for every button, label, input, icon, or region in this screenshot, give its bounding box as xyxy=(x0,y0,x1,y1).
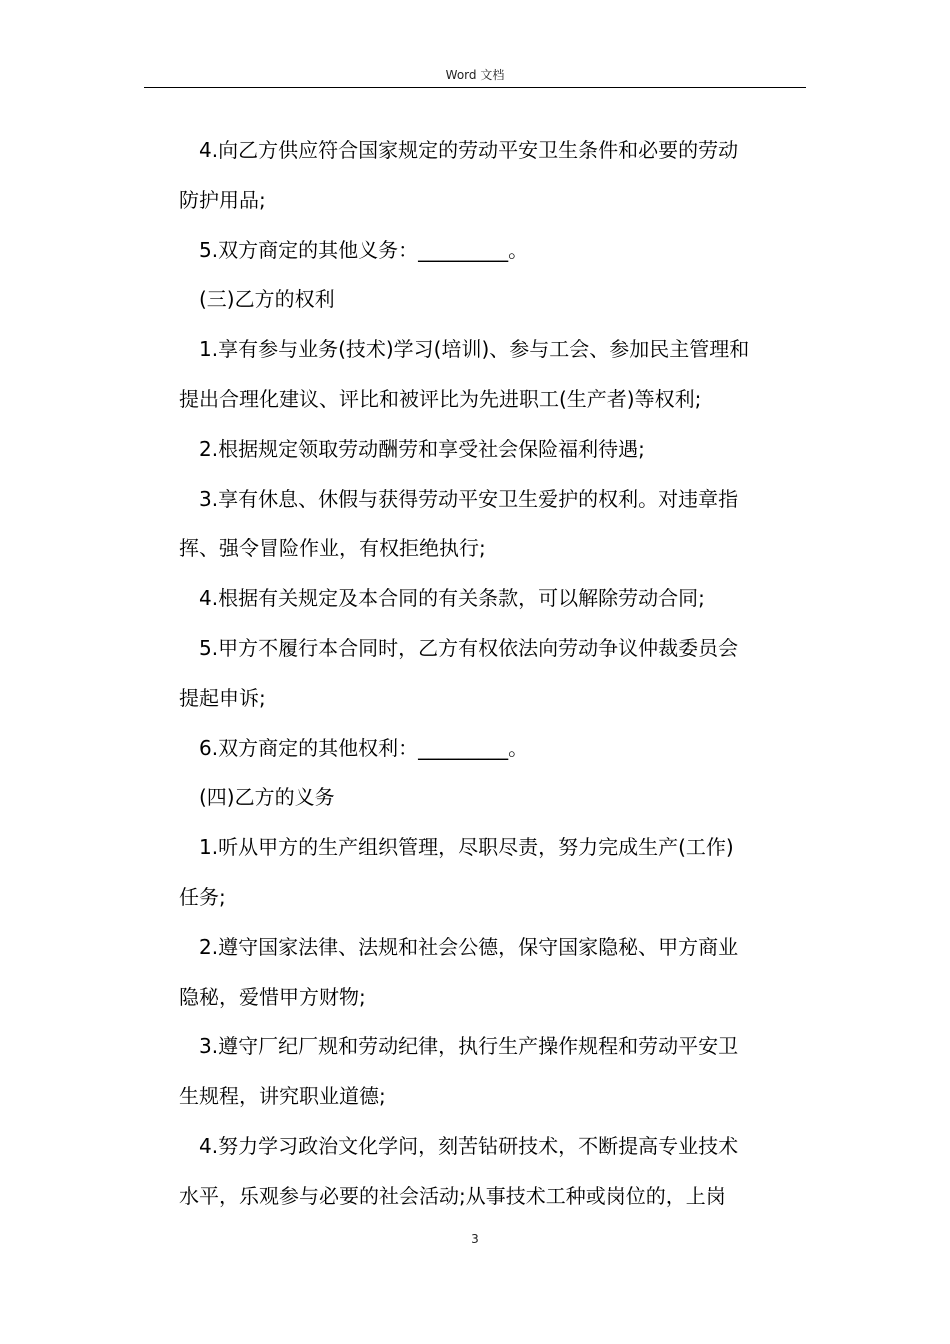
text-line: 挥、强令冒险作业，有权拒绝执行; xyxy=(179,536,486,561)
text-line: 提起申诉; xyxy=(179,685,266,710)
text-line: 3.享有休息、休假与获得劳动平安卫生爱护的权利。对违章指 xyxy=(199,486,739,511)
text-line: 水平，乐观参与必要的社会活动;从事技术工种或岗位的，上岗 xyxy=(179,1183,726,1208)
text-line: 防护用品; xyxy=(179,187,266,212)
section-heading: (三)乙方的权利 xyxy=(199,287,335,312)
text-line: 4.努力学习政治文化学问，刻苦钻研技术，不断提高专业技术 xyxy=(199,1133,739,1158)
text-line: 5.甲方不履行本合同时，乙方有权依法向劳动争议仲裁委员会 xyxy=(199,635,739,660)
text-line: 隐秘，爱惜甲方财物; xyxy=(179,984,366,1009)
text-line: 5.双方商定的其他义务：_________。 xyxy=(199,237,529,262)
text-line: 6.双方商定的其他权利：_________。 xyxy=(199,735,529,760)
text-line: 4.根据有关规定及本合同的有关条款，可以解除劳动合同; xyxy=(199,586,705,611)
text-line: 生规程，讲究职业道德; xyxy=(179,1084,386,1109)
text-line: 4.向乙方供应符合国家规定的劳动平安卫生条件和必要的劳动 xyxy=(199,138,739,162)
page-header-title: Word 文档 xyxy=(445,68,505,82)
text-line: 任务; xyxy=(179,884,226,909)
text-line: 3.遵守厂纪厂规和劳动纪律，执行生产操作规程和劳动平安卫 xyxy=(199,1034,739,1059)
text-line: 2.根据规定领取劳动酬劳和享受社会保险福利待遇; xyxy=(199,436,645,461)
text-line: 提出合理化建议、评比和被评比为先进职工(生产者)等权利; xyxy=(179,386,702,411)
header-divider xyxy=(144,87,806,88)
document-body xyxy=(179,126,804,1222)
text-line: 1.享有参与业务(技术)学习(培训)、参与工会、参加民主管理和 xyxy=(199,337,750,362)
page-number: 3 xyxy=(471,1232,479,1246)
text-line: 2.遵守国家法律、法规和社会公德，保守国家隐秘、甲方商业 xyxy=(199,934,739,959)
text-line: 1.听从甲方的生产组织管理，尽职尽责，努力完成生产(工作) xyxy=(199,835,734,860)
section-heading: (四)乙方的义务 xyxy=(199,785,335,810)
